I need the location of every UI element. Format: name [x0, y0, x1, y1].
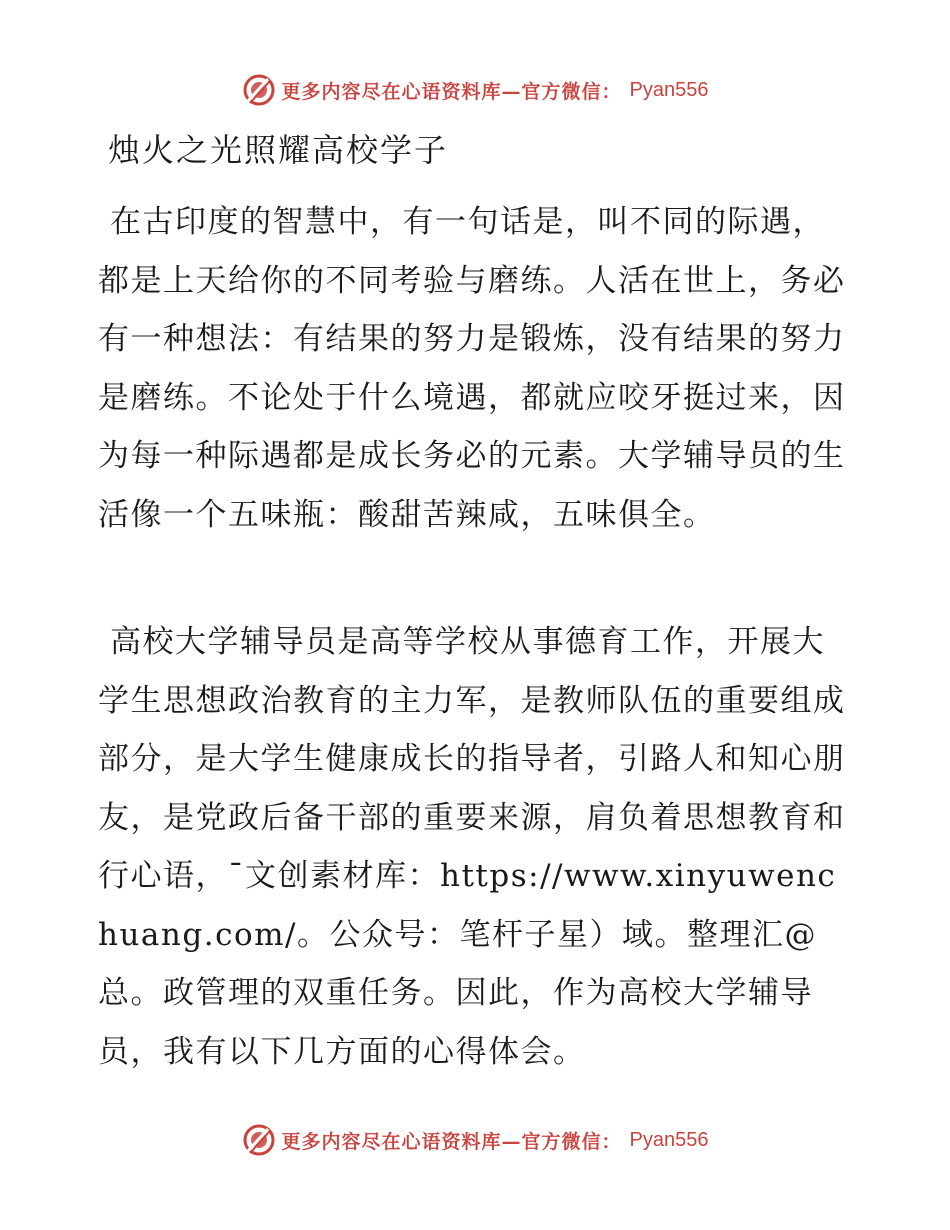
brand-logo-icon — [242, 1123, 276, 1157]
paragraph-1: 在古印度的智慧中，有一句话是，叫不同的际遇，都是上天给你的不同考验与磨练。人活在世上，务必有一种想法：有结果的努力是锻炼，没有结果的努力是磨练。不论处于什么境遇，都就应咬牙挺过来，因为每一种际遇都是成长务必的元素。大学辅导员的生活像一个五味瓶：酸甜苦辣咸，五味俱全。 — [98, 204, 846, 533]
footer-watermark-banner — [0, 1120, 950, 1160]
banner-account: Pyan556 — [629, 1128, 709, 1151]
brand-logo-icon — [242, 73, 276, 107]
paragraph-2: 高校大学辅导员是高等学校从事德育工作，开展大学生思想政治教育的主力军，是教师队伍的重要组成部分，是大学生健康成长的指导者，引路人和知心朋友，是党政后备干部的重要来源，肩负着思想教育和行心语，¯文创素材库：https://www.xinyuwenchuang.com/。公众号：笔杆子星）域。整理汇@总。政管理的双重任务。因此，作为高校大学辅导员，我有以下几方面的心得体会。 — [98, 624, 846, 1070]
banner-text: 更多内容尽在心语资料库—官方微信： — [281, 1130, 622, 1153]
document-title: 烛火之光照耀高校学子 — [108, 131, 449, 169]
banner-text: 更多内容尽在心语资料库—官方微信： — [281, 80, 622, 103]
banner-account: Pyan556 — [629, 78, 709, 101]
header-watermark-banner — [0, 70, 950, 110]
